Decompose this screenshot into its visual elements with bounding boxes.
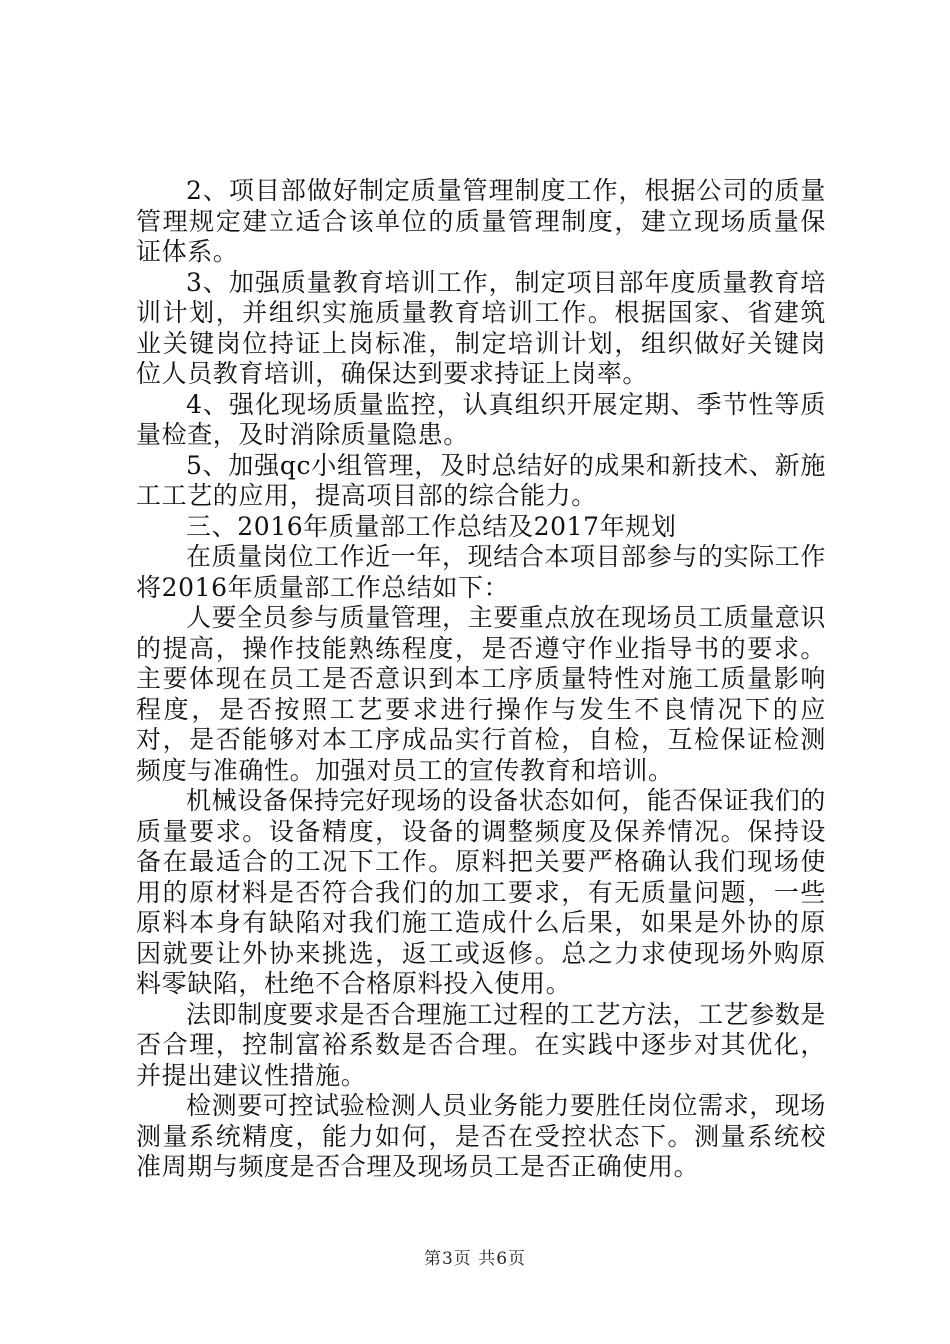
paragraph-quality-system: 2、项目部做好制定质量管理制度工作，根据公司的质量管理规定建立适合该单位的质量管理制度，建立现场质量保证体系。 <box>136 176 826 266</box>
paragraph-qc-group: 5、加强qc小组管理，及时总结好的成果和新技术、新施工工艺的应用，提高项目部的综合能力。 <box>136 450 826 510</box>
paragraph-equipment: 机械设备保持完好现场的设备状态如何，能否保证我们的质量要求。设备精度，设备的调整频度及保养情况。保持设备在最适合的工况下工作。原料把关要严格确认我们现场使用的原材料是否符合我们的加工要求，有无质量问题，一些原料本身有缺陷对我们施工造成什么后果，如果是外协的原因就要让外协来挑选，返工或返修。总之力求使现场外购原料零缺陷，杜绝不合格原料投入使用。 <box>136 786 827 998</box>
paragraph-site-monitoring: 4、强化现场质量监控，认真组织开展定期、季节性等质量检查，及时消除质量隐患。 <box>136 389 826 449</box>
paragraph-training: 3、加强质量教育培训工作，制定项目部年度质量教育培训计划，并组织实施质量教育培训工作。根据国家、省建筑业关键岗位持证上岗标准，制定培训计划，组织做好关键岗位人员教育培训，确保达到要求持证上岗率。 <box>136 267 826 388</box>
document-body <box>136 176 826 1183</box>
page-number-footer: 第3页 共6页 <box>423 1249 527 1269</box>
paragraph-summary-intro: 在质量岗位工作近一年，现结合本项目部参与的实际工作将2016年质量部工作总结如下： <box>136 542 827 602</box>
section-heading: 三、2016年质量部工作总结及2017年规划 <box>186 511 677 541</box>
paragraph-methods: 法即制度要求是否合理施工过程的工艺方法，工艺参数是否合理，控制富裕系数是否合理。在实践中逐步对其优化，并提出建议性措施。 <box>136 999 827 1090</box>
paragraph-personnel: 人要全员参与质量管理，主要重点放在现场员工质量意识的提高，操作技能熟练程度，是否遵守作业指导书的要求。主要体现在员工是否意识到本工序质量特性对施工质量影响程度，是否按照工艺要求进行操作与发生不良情况下的应对，是否能够对本工序成品实行首检，自检，互检保证检测频度与准确性。加强对员工的宣传教育和培训。 <box>136 603 827 785</box>
paragraph-inspection: 检测要可控试验检测人员业务能力要胜任岗位需求，现场测量系统精度，能力如何，是否在受控状态下。测量系统校准周期与频度是否合理及现场员工是否正确使用。 <box>136 1091 827 1181</box>
